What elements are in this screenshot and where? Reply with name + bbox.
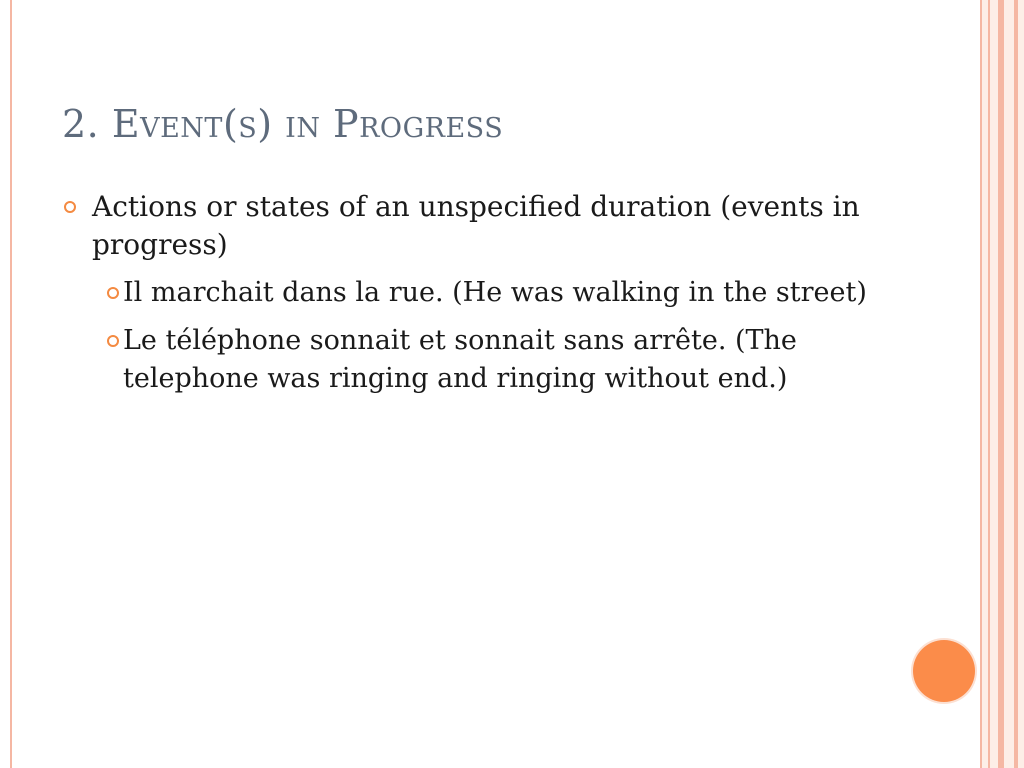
bullet-item-level2 <box>62 274 902 312</box>
right-stripe <box>988 0 990 768</box>
bullet-item-level1 <box>62 188 902 264</box>
right-stripe <box>980 0 982 768</box>
left-border-rule <box>10 0 12 768</box>
bullet-list <box>62 188 902 398</box>
right-stripe <box>998 0 1004 768</box>
slide-title-text: Event(s) in Progress <box>111 102 504 146</box>
decorative-circle <box>913 640 975 702</box>
bullet-circle-icon <box>107 335 119 347</box>
bullet-text: Actions or states of an unspecified duration (events in progress) <box>92 190 860 261</box>
bullet-item-level2 <box>62 322 902 398</box>
bullet-text: Il marchait dans la rue. (He was walking in the street) <box>123 277 867 308</box>
bullet-circle-icon <box>64 201 76 213</box>
bullet-circle-icon <box>107 287 119 299</box>
slide-title <box>62 102 503 146</box>
slide-title-number: 2. <box>62 102 100 146</box>
bullet-text: Le téléphone sonnait et sonnait sans arrête. (The telephone was ringing and ringing without end.) <box>123 325 797 394</box>
right-stripe <box>1014 0 1018 768</box>
